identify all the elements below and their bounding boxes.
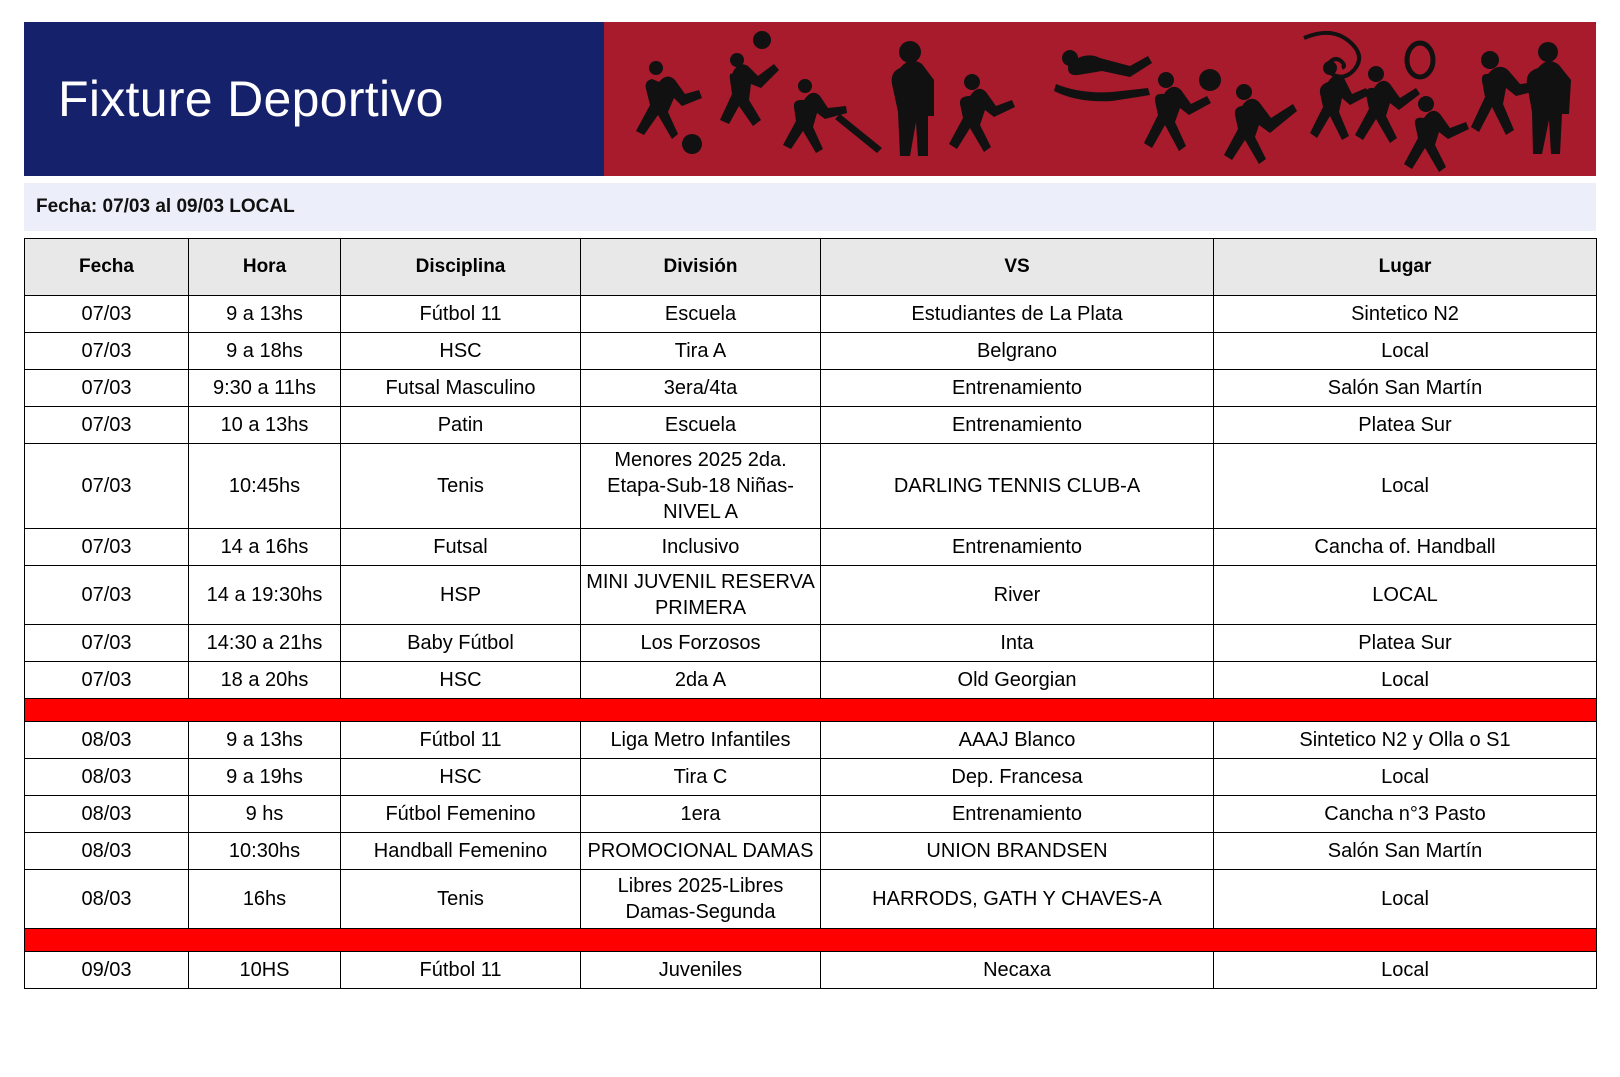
cell-vs: HARRODS, GATH Y CHAVES-A — [821, 870, 1214, 929]
column-header-vs: VS — [821, 239, 1214, 296]
fixtures-table — [24, 238, 1597, 989]
cell-fecha: 08/03 — [25, 870, 189, 929]
cell-fecha: 07/03 — [25, 407, 189, 444]
cell-hora: 9 a 18hs — [189, 333, 341, 370]
cell-fecha: 07/03 — [25, 370, 189, 407]
cell-division: 3era/4ta — [581, 370, 821, 407]
cell-division: Los Forzosos — [581, 625, 821, 662]
cell-disciplina: Handball Femenino — [341, 833, 581, 870]
table-row — [25, 662, 1597, 699]
table-row — [25, 566, 1597, 625]
cell-lugar: Local — [1214, 952, 1597, 989]
cell-vs: Entrenamiento — [821, 529, 1214, 566]
cell-disciplina: Fútbol Femenino — [341, 796, 581, 833]
cell-division: MINI JUVENIL RESERVA PRIMERA — [581, 566, 821, 625]
cell-vs: River — [821, 566, 1214, 625]
cell-fecha: 09/03 — [25, 952, 189, 989]
header-banner — [24, 22, 1596, 176]
cell-hora: 10:30hs — [189, 833, 341, 870]
cell-lugar: Local — [1214, 870, 1597, 929]
cell-vs: Estudiantes de La Plata — [821, 296, 1214, 333]
date-range-label: Fecha: 07/03 al 09/03 LOCAL — [36, 196, 295, 217]
cell-fecha: 07/03 — [25, 296, 189, 333]
cell-vs: Belgrano — [821, 333, 1214, 370]
athlete-silhouettes-icon — [604, 22, 1596, 176]
table-row — [25, 722, 1597, 759]
cell-disciplina: Baby Fútbol — [341, 625, 581, 662]
page-title: Fixture Deportivo — [58, 70, 444, 127]
cell-fecha: 07/03 — [25, 529, 189, 566]
cell-fecha: 08/03 — [25, 796, 189, 833]
day-separator-bar — [25, 929, 1597, 952]
cell-lugar: Local — [1214, 759, 1597, 796]
cell-vs: Entrenamiento — [821, 370, 1214, 407]
cell-hora: 9 a 13hs — [189, 296, 341, 333]
cell-hora: 14:30 a 21hs — [189, 625, 341, 662]
table-row — [25, 529, 1597, 566]
cell-fecha: 08/03 — [25, 759, 189, 796]
cell-disciplina: Patin — [341, 407, 581, 444]
cell-hora: 14 a 16hs — [189, 529, 341, 566]
cell-division: Inclusivo — [581, 529, 821, 566]
cell-fecha: 07/03 — [25, 333, 189, 370]
column-header-hora: Hora — [189, 239, 341, 296]
table-row — [25, 759, 1597, 796]
cell-lugar: Platea Sur — [1214, 625, 1597, 662]
day-separator-row — [25, 699, 1597, 722]
cell-disciplina: HSC — [341, 333, 581, 370]
cell-lugar: Sintetico N2 y Olla o S1 — [1214, 722, 1597, 759]
cell-hora: 10HS — [189, 952, 341, 989]
table-row — [25, 370, 1597, 407]
cell-disciplina: Futsal Masculino — [341, 370, 581, 407]
cell-lugar: Cancha of. Handball — [1214, 529, 1597, 566]
table-row — [25, 444, 1597, 529]
cell-disciplina: Fútbol 11 — [341, 296, 581, 333]
cell-vs: Entrenamiento — [821, 407, 1214, 444]
cell-vs: DARLING TENNIS CLUB-A — [821, 444, 1214, 529]
table-row — [25, 625, 1597, 662]
cell-disciplina: Fútbol 11 — [341, 952, 581, 989]
table-row — [25, 407, 1597, 444]
cell-division: Escuela — [581, 296, 821, 333]
cell-fecha: 07/03 — [25, 662, 189, 699]
table-row — [25, 333, 1597, 370]
column-header-disciplina: Disciplina — [341, 239, 581, 296]
cell-vs: Necaxa — [821, 952, 1214, 989]
column-header-lugar: Lugar — [1214, 239, 1597, 296]
banner-title-box — [24, 22, 604, 176]
cell-division: Tira C — [581, 759, 821, 796]
table-header-row — [25, 239, 1597, 296]
cell-lugar: Local — [1214, 662, 1597, 699]
cell-lugar: Cancha n°3 Pasto — [1214, 796, 1597, 833]
cell-hora: 9:30 a 11hs — [189, 370, 341, 407]
cell-fecha: 08/03 — [25, 722, 189, 759]
cell-hora: 16hs — [189, 870, 341, 929]
table-row — [25, 296, 1597, 333]
cell-disciplina: Fútbol 11 — [341, 722, 581, 759]
cell-fecha: 07/03 — [25, 566, 189, 625]
cell-fecha: 07/03 — [25, 625, 189, 662]
sports-silhouettes-art — [604, 22, 1596, 176]
cell-hora: 18 a 20hs — [189, 662, 341, 699]
cell-hora: 9 a 13hs — [189, 722, 341, 759]
cell-vs: UNION BRANDSEN — [821, 833, 1214, 870]
table-row — [25, 833, 1597, 870]
column-header-division: División — [581, 239, 821, 296]
cell-vs: AAAJ Blanco — [821, 722, 1214, 759]
cell-lugar: Platea Sur — [1214, 407, 1597, 444]
cell-vs: Old Georgian — [821, 662, 1214, 699]
cell-disciplina: Tenis — [341, 444, 581, 529]
day-separator-row — [25, 929, 1597, 952]
cell-division: 1era — [581, 796, 821, 833]
cell-fecha: 08/03 — [25, 833, 189, 870]
date-range-bar — [24, 183, 1596, 231]
table-row — [25, 870, 1597, 929]
cell-lugar: Salón San Martín — [1214, 833, 1597, 870]
cell-hora: 10:45hs — [189, 444, 341, 529]
cell-lugar: Sintetico N2 — [1214, 296, 1597, 333]
cell-division: PROMOCIONAL DAMAS — [581, 833, 821, 870]
column-header-fecha: Fecha — [25, 239, 189, 296]
cell-hora: 9 hs — [189, 796, 341, 833]
cell-disciplina: HSC — [341, 759, 581, 796]
day-separator-bar — [25, 699, 1597, 722]
cell-vs: Entrenamiento — [821, 796, 1214, 833]
cell-division: Libres 2025-Libres Damas-Segunda — [581, 870, 821, 929]
cell-disciplina: HSP — [341, 566, 581, 625]
cell-disciplina: Futsal — [341, 529, 581, 566]
cell-hora: 10 a 13hs — [189, 407, 341, 444]
cell-vs: Dep. Francesa — [821, 759, 1214, 796]
cell-division: Menores 2025 2da. Etapa-Sub-18 Niñas-NIVEL A — [581, 444, 821, 529]
cell-hora: 14 a 19:30hs — [189, 566, 341, 625]
cell-hora: 9 a 19hs — [189, 759, 341, 796]
cell-disciplina: HSC — [341, 662, 581, 699]
cell-lugar: Local — [1214, 333, 1597, 370]
cell-lugar: Salón San Martín — [1214, 370, 1597, 407]
cell-division: Tira A — [581, 333, 821, 370]
cell-division: 2da A — [581, 662, 821, 699]
cell-division: Juveniles — [581, 952, 821, 989]
cell-vs: Inta — [821, 625, 1214, 662]
cell-lugar: LOCAL — [1214, 566, 1597, 625]
cell-division: Escuela — [581, 407, 821, 444]
cell-fecha: 07/03 — [25, 444, 189, 529]
cell-division: Liga Metro Infantiles — [581, 722, 821, 759]
table-body — [25, 296, 1597, 989]
table-row — [25, 952, 1597, 989]
cell-disciplina: Tenis — [341, 870, 581, 929]
cell-lugar: Local — [1214, 444, 1597, 529]
table-row — [25, 796, 1597, 833]
